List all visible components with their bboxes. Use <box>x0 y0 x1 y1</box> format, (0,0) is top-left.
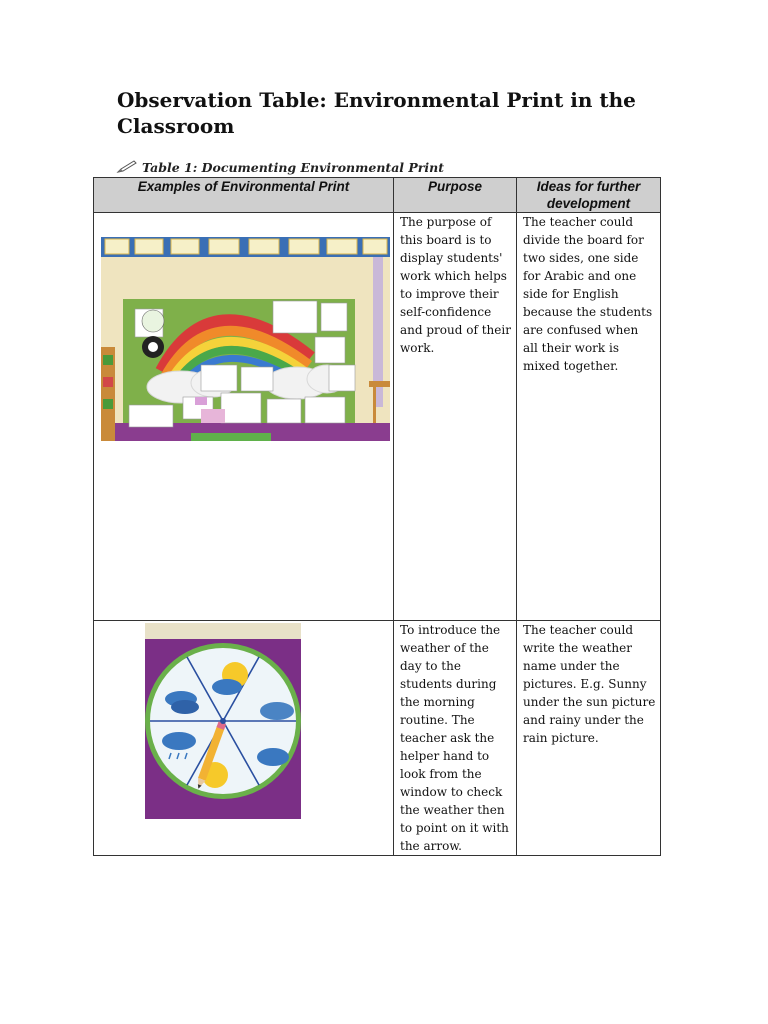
header-ideas: Ideas for further development <box>517 178 661 213</box>
table-row <box>94 621 661 856</box>
ideas-cell: The teacher could divide the board for two sides, one side for Arabic and one side for English because the students are confused when all their work is mixed together. <box>517 213 661 621</box>
example-cell <box>94 213 394 621</box>
weather-wheel-photo <box>145 623 301 819</box>
table-row <box>94 213 661 621</box>
caption-text: Table 1: Documenting Environmental Print <box>142 159 444 175</box>
header-examples: Examples of Environmental Print <box>94 178 394 213</box>
table-header-row <box>94 178 661 213</box>
page-title: Observation Table: Environmental Print in the Classroom <box>117 88 636 138</box>
observation-table <box>93 177 661 856</box>
purpose-cell: The purpose of this board is to display students' work which helps to improve their self-confidence and proud of their work. <box>394 213 517 621</box>
ideas-cell: The teacher could write the weather name under the pictures. E.g. Sunny under the sun picture and rainy under the rain picture. <box>517 621 661 856</box>
example-cell <box>94 621 394 856</box>
purpose-cell: To introduce the weather of the day to the students during the morning routine. The teacher ask the helper hand to look from the window to check the weather then to point on it with the arrow. <box>394 621 517 856</box>
header-purpose: Purpose <box>394 178 517 213</box>
table-caption <box>116 158 444 176</box>
rainbow-display-board-photo <box>101 237 390 441</box>
pencil-icon <box>116 160 138 174</box>
